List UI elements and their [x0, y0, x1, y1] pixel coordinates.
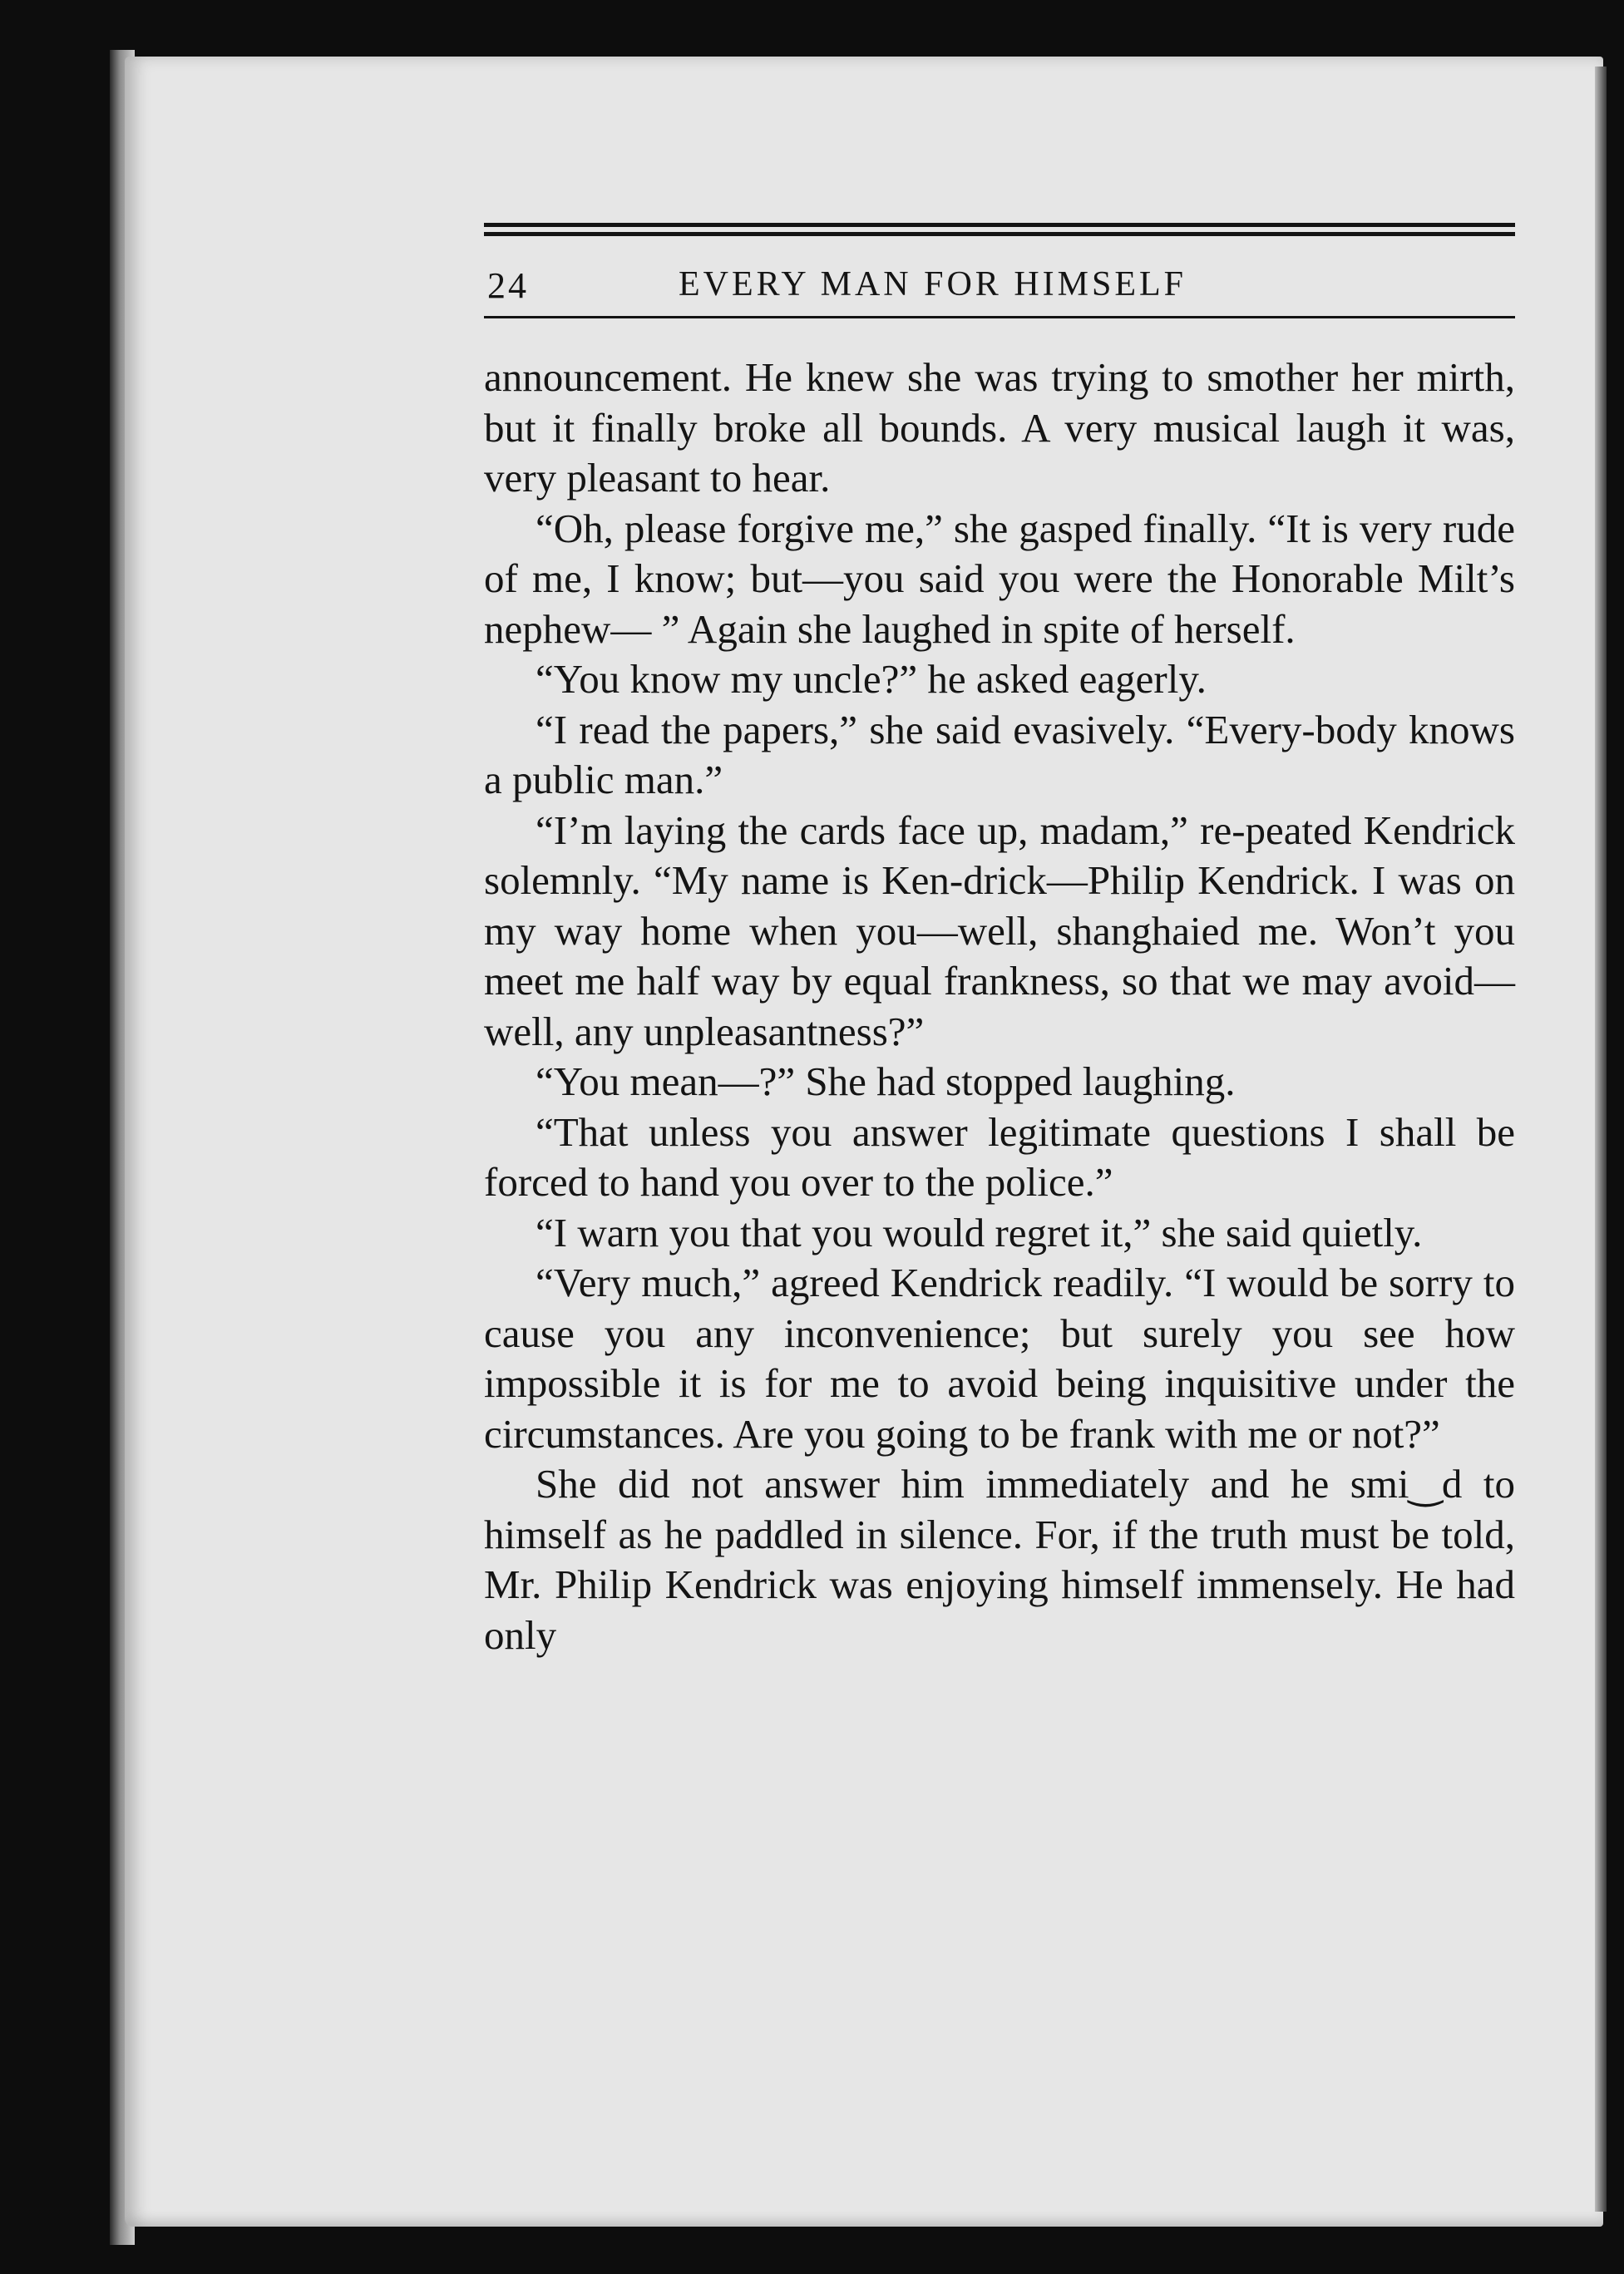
- page-edge-right: [1595, 67, 1607, 2212]
- body-text: [484, 353, 1515, 1660]
- header-double-rule: [484, 223, 1515, 236]
- paragraph: “Oh, please forgive me,” she gasped finally. “It is very rude of me, I know; but—you said you were the Honorable Milt’s nephew— ” Again she laughed in spite of herself.: [484, 505, 1515, 652]
- paragraph: “I read the papers,” she said evasively. “Every-body knows a public man.”: [484, 706, 1515, 802]
- paragraph: “You know my uncle?” he asked eagerly.: [536, 656, 1207, 702]
- paragraph: “Very much,” agreed Kendrick readily. “I would be sorry to cause you any inconvenience; but surely you see how impossible it is for me to avoid being inquisitive under the circumstances. Are you going to be frank with me or not?”: [484, 1260, 1515, 1457]
- paragraph: “I warn you that you would regret it,” she said quietly.: [536, 1209, 1423, 1255]
- paragraph: She did not answer him immediately and he smi‿d to himself as he paddled in silence. For, if the truth must be told, Mr. Philip Kendrick was enjoying himself immensely. He had only: [484, 1461, 1515, 1658]
- paragraph: announcement. He knew she was trying to smother her mirth, but it finally broke all bounds. A very musical laugh it was, very pleasant to hear.: [484, 354, 1515, 501]
- running-head: [484, 264, 1515, 308]
- header-rule: [484, 316, 1515, 318]
- paragraph: “You mean—?” She had stopped laughing.: [536, 1058, 1236, 1104]
- page-number: 24: [487, 265, 529, 306]
- paragraph: “I’m laying the cards face up, madam,” re-peated Kendrick solemnly. “My name is Ken-drick—Philip Kendrick. I was on my way home when you—well, shanghaied me. Won’t you meet me half way by equal frankness, so that we may avoid—well, any unpleasantness?”: [484, 807, 1515, 1054]
- paragraph: “That unless you answer legitimate questions I shall be forced to hand you over to the police.”: [484, 1108, 1515, 1205]
- running-title: EVERY MAN FOR HIMSELF: [679, 265, 1187, 303]
- page-header: [484, 223, 1515, 318]
